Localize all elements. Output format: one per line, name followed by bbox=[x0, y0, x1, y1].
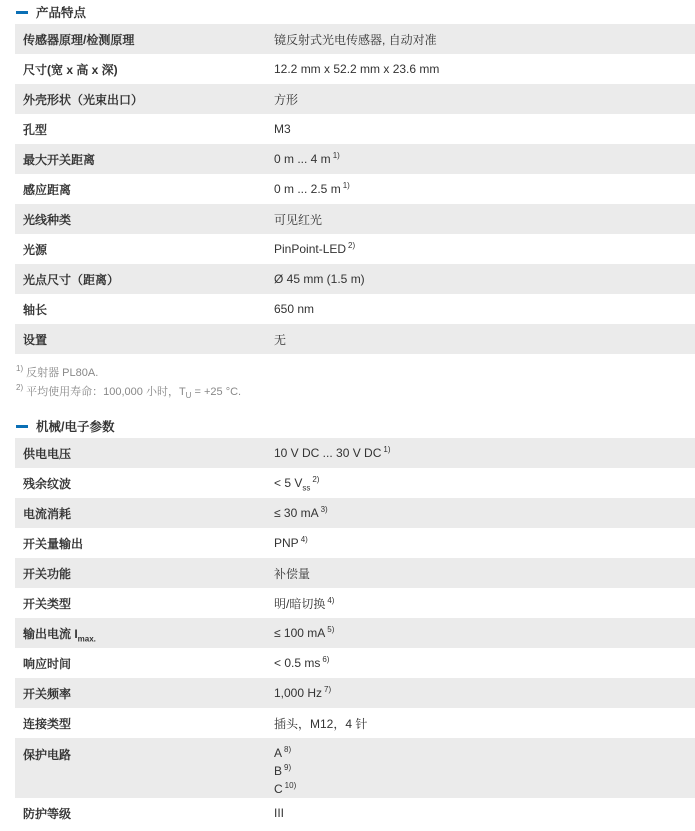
table-row bbox=[15, 468, 695, 498]
row-value: A $^{8)}$ B $^{9)}$ C $^{10)}$ bbox=[266, 738, 695, 798]
table-row bbox=[15, 588, 695, 618]
footnote-ref: 7) bbox=[324, 685, 332, 694]
table-row bbox=[15, 114, 695, 144]
row-value: ≤ 100 mA $^{5)}$ bbox=[266, 618, 695, 648]
row-value: III bbox=[266, 798, 695, 828]
table-row bbox=[15, 438, 695, 468]
row-key: 输出电流 $I_{max.}$ bbox=[15, 618, 266, 648]
row-value: 0 m ... 2.5 m $^{1)}$ bbox=[266, 174, 695, 204]
footnote-ref: 1) bbox=[342, 181, 350, 190]
row-key: 保护电路 bbox=[15, 738, 266, 798]
table-row bbox=[15, 498, 695, 528]
table-row bbox=[15, 648, 695, 678]
section-title: 机械/电子参数 bbox=[36, 420, 115, 434]
row-key: 设置 bbox=[15, 324, 266, 354]
row-value: 10 V DC ... 30 V DC $^{1)}$ bbox=[266, 438, 695, 468]
row-value: 插头，M12，4 针 bbox=[266, 708, 695, 738]
row-value: PNP $^{4)}$ bbox=[266, 528, 695, 558]
row-key: 轴长 bbox=[15, 294, 266, 324]
row-value: < 5 $V_{ss}^{2)}$ bbox=[266, 468, 695, 498]
table-row bbox=[15, 618, 695, 648]
footnote-ref: 2) bbox=[348, 241, 356, 250]
footnote-ref: 9) bbox=[284, 763, 292, 772]
table-row bbox=[15, 798, 695, 828]
electrical-table bbox=[15, 438, 695, 828]
row-value: 0 m ... 4 m $^{1)}$ bbox=[266, 144, 695, 174]
row-key: 光线种类 bbox=[15, 204, 266, 234]
table-row bbox=[15, 678, 695, 708]
row-key: 残余纹波 bbox=[15, 468, 266, 498]
row-key: 电流消耗 bbox=[15, 498, 266, 528]
row-key: 连接类型 bbox=[15, 708, 266, 738]
row-key: 开关量输出 bbox=[15, 528, 266, 558]
row-key: 防护等级 bbox=[15, 798, 266, 828]
footnote-ref: 5) bbox=[327, 625, 335, 634]
row-value: 1,000 Hz $^{7)}$ bbox=[266, 678, 695, 708]
row-key: 孔型 bbox=[15, 114, 266, 144]
section-title: 产品特点 bbox=[36, 6, 87, 20]
section-bar-icon bbox=[16, 425, 28, 428]
footnotes bbox=[0, 364, 695, 402]
table-row bbox=[15, 174, 695, 204]
row-value: 650 nm bbox=[266, 294, 695, 324]
section-mechanical-electrical bbox=[0, 414, 695, 828]
table-row bbox=[15, 738, 695, 798]
row-key: 光源 bbox=[15, 234, 266, 264]
row-key: 外壳形状（光束出口） bbox=[15, 84, 266, 114]
row-value: 补偿量 bbox=[266, 558, 695, 588]
footnote-ref: 3) bbox=[320, 505, 328, 514]
row-value: < 0.5 ms $^{6)}$ bbox=[266, 648, 695, 678]
row-value: 镜反射式光电传感器, 自动对准 bbox=[266, 24, 695, 54]
row-value: M3 bbox=[266, 114, 695, 144]
table-row bbox=[15, 264, 695, 294]
row-key: 供电电压 bbox=[15, 438, 266, 468]
table-row bbox=[15, 84, 695, 114]
features-table bbox=[15, 24, 695, 354]
section-product-features bbox=[0, 0, 695, 402]
row-value: ≤ 30 mA $^{3)}$ bbox=[266, 498, 695, 528]
table-row bbox=[15, 24, 695, 54]
footnote-ref: 6) bbox=[322, 655, 330, 664]
row-value: 12.2 mm x 52.2 mm x 23.6 mm bbox=[266, 54, 695, 84]
table-row bbox=[15, 558, 695, 588]
row-key: 开关频率 bbox=[15, 678, 266, 708]
table-row bbox=[15, 54, 695, 84]
footnote-ref: 1) bbox=[332, 151, 340, 160]
row-key: 开关功能 bbox=[15, 558, 266, 588]
row-value: 明/暗切换 $^{4)}$ bbox=[266, 588, 695, 618]
table-row bbox=[15, 324, 695, 354]
row-key: 最大开关距离 bbox=[15, 144, 266, 174]
row-value: 可见红光 bbox=[266, 204, 695, 234]
footnote-ref: 4) bbox=[300, 535, 308, 544]
table-row bbox=[15, 294, 695, 324]
section-header bbox=[0, 414, 695, 438]
row-value: PinPoint-LED $^{2)}$ bbox=[266, 234, 695, 264]
row-key: 感应距离 bbox=[15, 174, 266, 204]
row-key: 传感器原理/检测原理 bbox=[15, 24, 266, 54]
section-header bbox=[0, 0, 695, 24]
table-row bbox=[15, 708, 695, 738]
footnote-ref: 8) bbox=[284, 745, 292, 754]
table-row bbox=[15, 234, 695, 264]
table-row bbox=[15, 144, 695, 174]
footnote: $^{2)}$ 平均使用寿命：100,000 小时，$T_U = +25$ °C. bbox=[16, 383, 242, 401]
row-key: 响应时间 bbox=[15, 648, 266, 678]
row-value: 无 bbox=[266, 324, 695, 354]
footnote-ref: 10) bbox=[284, 781, 297, 790]
row-value: Ø 45 mm (1.5 m) bbox=[266, 264, 695, 294]
row-key: 尺寸(宽 x 高 x 深) bbox=[15, 54, 266, 84]
row-key: 光点尺寸（距离） bbox=[15, 264, 266, 294]
footnote: $^{1)}$ 反射器 PL80A. bbox=[16, 364, 99, 379]
table-row bbox=[15, 528, 695, 558]
footnote-ref: 4) bbox=[327, 595, 335, 605]
table-row bbox=[15, 204, 695, 234]
footnote-ref: 1) bbox=[383, 445, 391, 454]
section-bar-icon bbox=[16, 11, 28, 14]
row-value: 方形 bbox=[266, 84, 695, 114]
row-key: 开关类型 bbox=[15, 588, 266, 618]
footnote-ref: 2) bbox=[312, 475, 320, 484]
